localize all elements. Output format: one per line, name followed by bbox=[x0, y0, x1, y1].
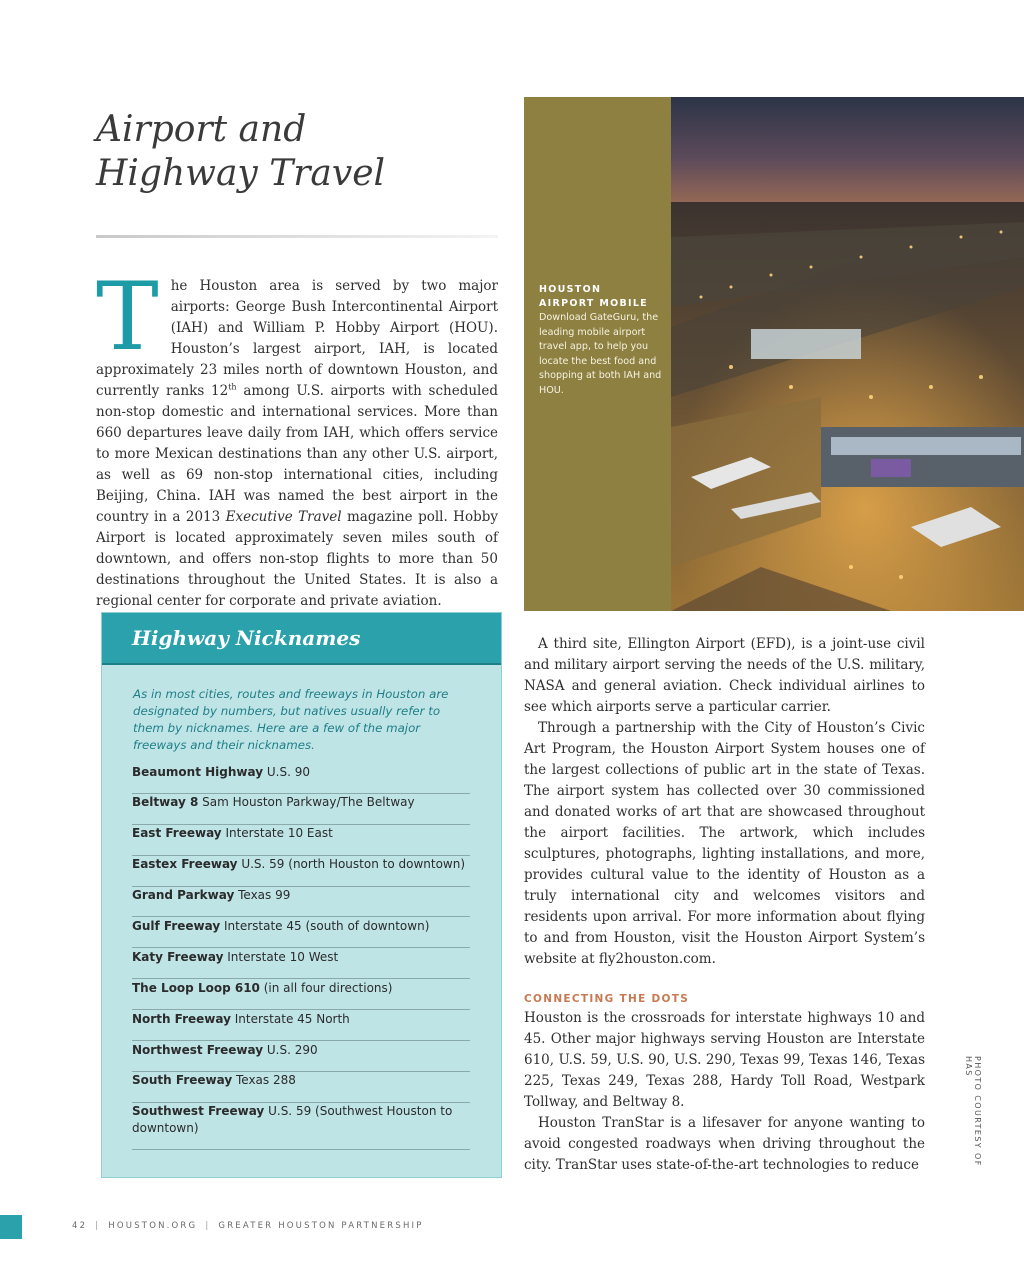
list-item: South Freeway Texas 288 bbox=[132, 1072, 470, 1103]
body-paragraph-1: A third site, Ellington Airport (EFD), is a joint-use civil and military airport serving the needs of the U.S. military, NASA and general aviation. Check individual airlines to see which airports serve a particular carrier. bbox=[524, 636, 925, 715]
list-item: Grand Parkway Texas 99 bbox=[132, 887, 470, 918]
list-item: Beaumont Highway U.S. 90 bbox=[132, 763, 470, 794]
magazine-name: Executive Travel bbox=[225, 509, 342, 525]
photo-panel bbox=[524, 97, 1024, 611]
list-item: Katy Freeway Interstate 10 West bbox=[132, 948, 470, 979]
body-paragraph-4: Houston TranStar is a lifesaver for anyone wanting to avoid congested roadways when driving throughout the city. TranStar uses state-of-the-art technologies to reduce bbox=[524, 1115, 925, 1173]
caption-strip bbox=[524, 97, 671, 611]
footer-accent-block bbox=[0, 1215, 22, 1239]
footer-separator: | bbox=[95, 1221, 101, 1231]
caption-body: Download GateGuru, the leading mobile airport travel app, to help you locate the best food and shopping at both IAH and HOU. bbox=[539, 312, 662, 396]
list-item: Northwest Freeway U.S. 290 bbox=[132, 1041, 470, 1072]
title-line-2: Highway Travel bbox=[96, 153, 386, 194]
title-divider bbox=[96, 235, 498, 238]
intro-text-b: among U.S. airports with scheduled non-stop domestic and international services. More than 660 departures leave daily from IAH, which offers service to more Mexican destinations than any other U.S. airport, as well as 69 non-stop international cities, including Beijing, China. IAH was named the best airport in the country in a 2013 bbox=[96, 383, 499, 525]
footer-separator: | bbox=[205, 1221, 211, 1231]
list-item: Beltway 8 Sam Houston Parkway/The Beltway bbox=[132, 794, 470, 825]
sidebar-intro: As in most cities, routes and freeways in Houston are designated by numbers, but natives usually refer to them by nicknames. Here are a few of the major freeways and their nicknames. bbox=[133, 687, 449, 752]
footer-publisher: GREATER HOUSTON PARTNERSHIP bbox=[218, 1221, 424, 1231]
list-item: Gulf Freeway Interstate 45 (south of downtown) bbox=[132, 917, 470, 948]
sidebar-title: Highway Nicknames bbox=[132, 626, 361, 650]
sidebar-header bbox=[102, 613, 501, 663]
title-line-1: Airport and bbox=[96, 109, 307, 150]
airport-night-photo bbox=[671, 97, 1024, 611]
photo-credit: PHOTO COURTESY OF HAS bbox=[964, 1056, 982, 1167]
list-item: Southwest Freeway U.S. 59 (Southwest Houston to downtown) bbox=[132, 1103, 470, 1151]
caption-heading-line-2: AIRPORT MOBILE bbox=[539, 298, 648, 309]
intro-text-a: he Houston area is served by two major airports: George Bush Intercontinental Airport (IAH) and William P. Hobby Airport (HOU). Houston’s largest airport, IAH, is located approximately 23 miles north of downtown Houston, and currently ranks 12 bbox=[96, 278, 498, 399]
page-number: 42 bbox=[72, 1221, 88, 1231]
body-paragraph-3: Houston is the crossroads for interstate highways 10 and 45. Other major highways serving Houston are Interstate 610, U.S. 59, U.S. 90, U.S. 290, Texas 99, Texas 146, Texas 225, Texas 249, Texas 288, Hardy Toll Road, Westpark Tollway, and Beltway 8. bbox=[524, 1010, 925, 1110]
list-item: Eastex Freeway U.S. 59 (north Houston to downtown) bbox=[132, 856, 470, 887]
body-column bbox=[524, 634, 925, 1176]
section-subhead: CONNECTING THE DOTS bbox=[524, 993, 690, 1005]
highway-nicknames-box bbox=[101, 612, 502, 1178]
intro-paragraph bbox=[96, 263, 499, 612]
nickname-list bbox=[132, 763, 470, 1150]
intro-superscript: th bbox=[228, 382, 237, 392]
article-title bbox=[96, 108, 496, 196]
footer-site-link[interactable]: HOUSTON.ORG bbox=[108, 1221, 198, 1231]
intro-text-c: magazine poll. Hobby Airport is located approximately seven miles south of downtown, and offers non-stop flights to more than 50 destinations throughout the United States. It is also a regional center for corporate and private aviation. bbox=[96, 509, 498, 609]
drop-cap: T bbox=[96, 263, 159, 372]
list-item: East Freeway Interstate 10 East bbox=[132, 825, 470, 856]
page-footer bbox=[72, 1221, 424, 1231]
list-item: North Freeway Interstate 45 North bbox=[132, 1010, 470, 1041]
body-paragraph-2: Through a partnership with the City of Houston’s Civic Art Program, the Houston Airport System houses one of the largest collections of public art in the state of Texas. The airport system has collected over 30 commissioned and donated works of art that are showcased throughout the airport facilities. The artwork, which includes sculptures, photographs, lighting installations, and more, provides cultural value to the identity of Houston as a truly international city and welcomes visitors and residents upon arrival. For more information about flying to and from Houston, visit the Houston Airport System’s website at fly2houston.com. bbox=[524, 720, 925, 967]
caption-heading-line-1: HOUSTON bbox=[539, 284, 602, 295]
list-item: The Loop Loop 610 (in all four directions) bbox=[132, 979, 470, 1010]
caption-heading bbox=[539, 283, 664, 311]
